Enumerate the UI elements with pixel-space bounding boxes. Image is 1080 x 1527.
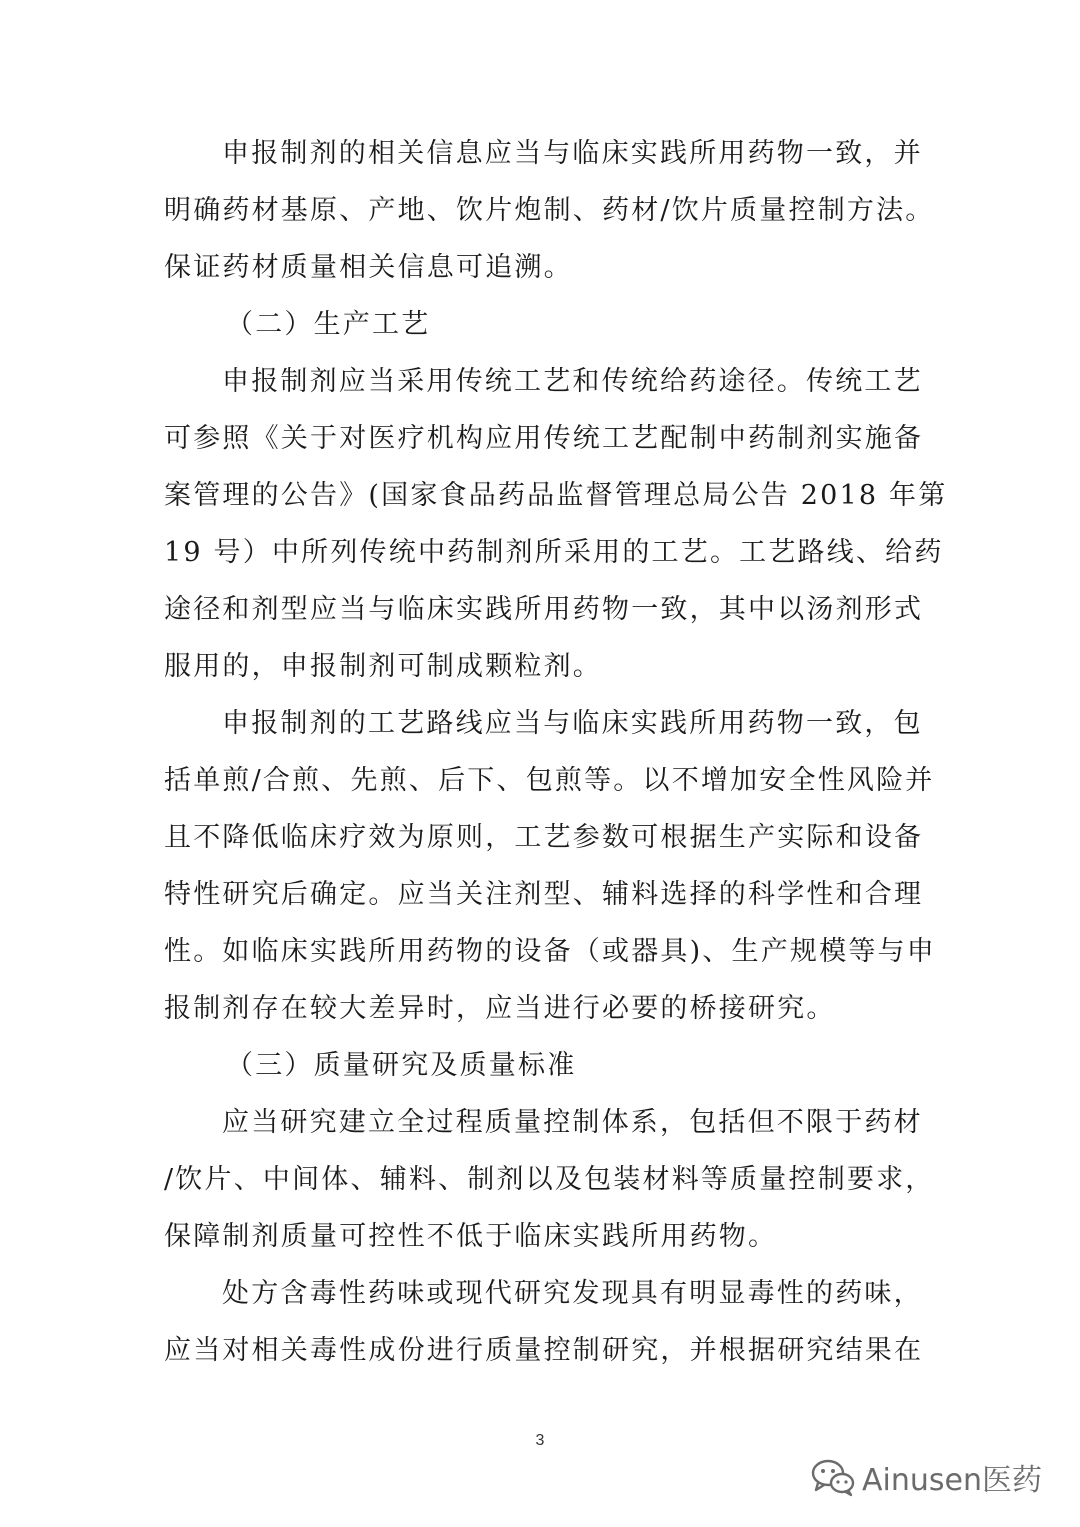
wechat-icon bbox=[810, 1457, 856, 1497]
paragraph-5 bbox=[164, 1265, 924, 1379]
paragraph-line: 申报制剂应当采用传统工艺和传统给药途径。传统工艺 bbox=[222, 366, 923, 397]
paragraph-line: 且不降低临床疗效为原则，工艺参数可根据生产实际和设备 bbox=[164, 822, 924, 853]
paragraph-line: 性。如临床实践所用药物的设备（或器具)、生产规模等与申 bbox=[164, 936, 936, 967]
paragraph-line: 特性研究后确定。应当关注剂型、辅料选择的科学性和合理 bbox=[164, 879, 924, 910]
paragraph-line: 服用的，申报制剂可制成颗粒剂。 bbox=[164, 651, 602, 682]
section-heading-quality-standards: （三）质量研究及质量标准 bbox=[226, 1050, 577, 1081]
paragraph-line: 途径和剂型应当与临床实践所用药物一致，其中以汤剂形式 bbox=[164, 594, 924, 625]
section-heading-production-process: （二）生产工艺 bbox=[226, 309, 431, 340]
paragraph-line: 19 号）中所列传统中药制剂所采用的工艺。工艺路线、给药 bbox=[164, 537, 944, 568]
paragraph-line: 保证药材质量相关信息可追溯。 bbox=[164, 252, 573, 283]
paragraph-line: 申报制剂的工艺路线应当与临床实践所用药物一致，包 bbox=[222, 708, 923, 739]
paragraph-line: 应当对相关毒性成份进行质量控制研究，并根据研究结果在 bbox=[164, 1335, 924, 1366]
paragraph-2 bbox=[164, 353, 948, 695]
paragraph-4 bbox=[164, 1094, 935, 1265]
paragraph-line: 处方含毒性药味或现代研究发现具有明显毒性的药味， bbox=[222, 1278, 923, 1309]
paragraph-3 bbox=[164, 695, 936, 1037]
paragraph-1 bbox=[164, 125, 935, 296]
paragraph-line: 案管理的公告》(国家食品药品监督管理总局公告 2018 年第 bbox=[164, 480, 948, 511]
paragraph-line: /饮片、中间体、辅料、制剂以及包装材料等质量控制要求， bbox=[164, 1164, 935, 1195]
paragraph-line: 括单煎/合煎、先煎、后下、包煎等。以不增加安全性风险并 bbox=[164, 765, 935, 796]
paragraph-line: 保障制剂质量可控性不低于临床实践所用药物。 bbox=[164, 1221, 778, 1252]
paragraph-line: 应当研究建立全过程质量控制体系，包括但不限于药材 bbox=[222, 1107, 923, 1138]
paragraph-line: 可参照《关于对医疗机构应用传统工艺配制中药制剂实施备 bbox=[164, 423, 924, 454]
watermark bbox=[810, 1455, 1042, 1499]
paragraph-line: 申报制剂的相关信息应当与临床实践所用药物一致，并 bbox=[222, 138, 923, 169]
watermark-text: Ainusen医药 bbox=[862, 1463, 1042, 1498]
paragraph-line: 报制剂存在较大差异时，应当进行必要的桥接研究。 bbox=[164, 993, 836, 1024]
document-body bbox=[164, 125, 948, 1379]
page-number: 3 bbox=[535, 1432, 545, 1449]
paragraph-line: 明确药材基原、产地、饮片炮制、药材/饮片质量控制方法。 bbox=[164, 195, 935, 226]
